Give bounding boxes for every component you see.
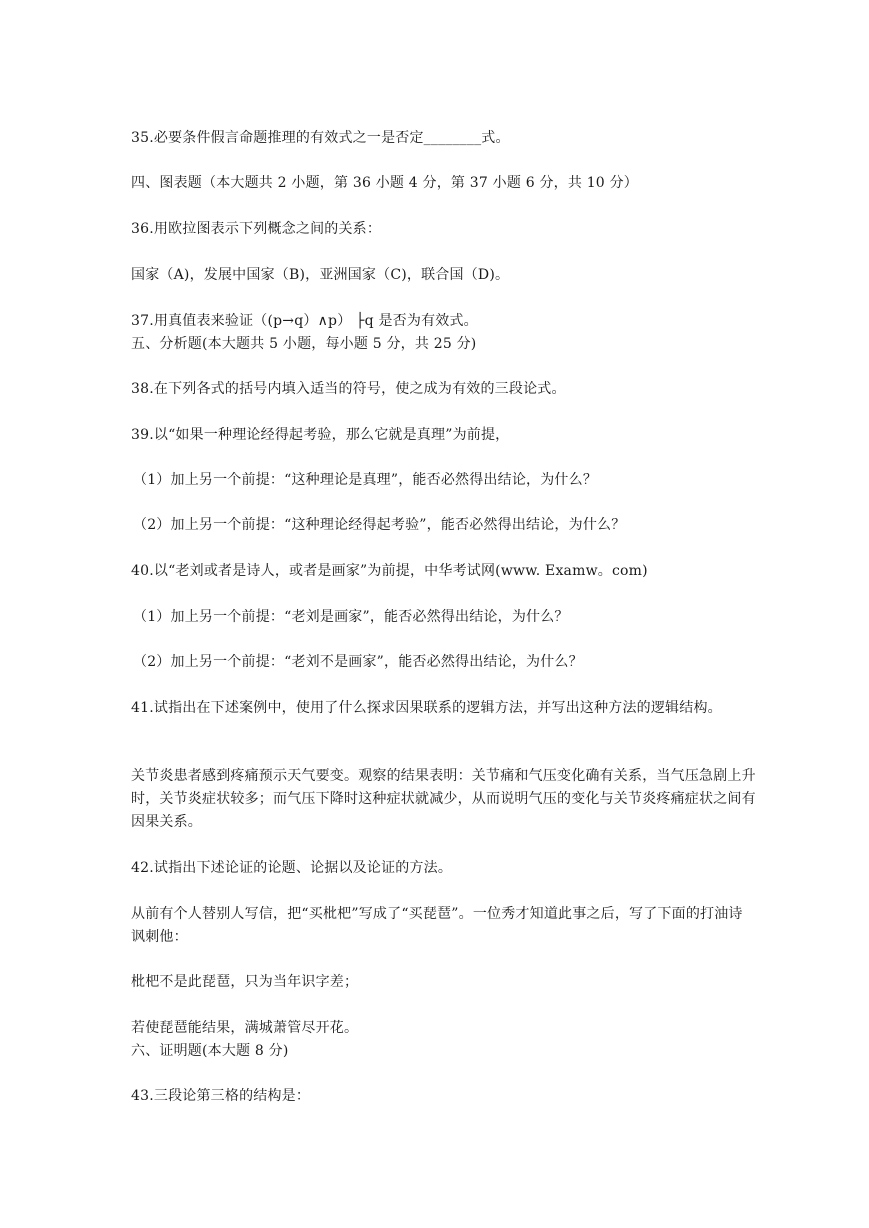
question-36-items: 国家（A)，发展中国家（B)，亚洲国家（C)，联合国（D)。: [131, 267, 510, 283]
poem-line-1: 枇杷不是此琵琶，只为当年识字差；: [131, 974, 359, 990]
section-5-heading: 五、分析题(本大题共 5 小题，每小题 5 分，共 25 分): [131, 336, 477, 352]
question-40: 40.以“老刘或者是诗人，或者是画家”为前提，中华考试网(www. Examw。com): [131, 563, 648, 579]
question-39-part-1: （1）加上另一个前提：“这种理论是真理”，能否必然得出结论，为什么？: [133, 472, 598, 488]
question-40-part-2: （2）加上另一个前提：“老刘不是画家”，能否必然得出结论，为什么？: [133, 654, 583, 670]
question-38: 38.在下列各式的括号内填入适当的符号，使之成为有效的三段论式。: [131, 381, 566, 397]
poem-line-2: 若使琵琶能结果，满城萧管尽开花。: [131, 1020, 359, 1036]
question-35: 35.必要条件假言命题推理的有效式之一是否定________式。: [131, 130, 510, 146]
question-36: 36.用欧拉图表示下列概念之间的关系：: [131, 221, 382, 237]
question-43: 43.三段论第三格的结构是：: [131, 1088, 311, 1104]
question-39-part-2: （2）加上另一个前提：“这种理论经得起考验”，能否必然得出结论，为什么？: [133, 517, 626, 533]
question-40-part-1: （1）加上另一个前提：“老刘是画家”，能否必然得出结论，为什么？: [133, 609, 569, 625]
question-37: 37.用真值表来验证（(p→q）∧p） ├q 是否为有效式。: [131, 313, 478, 329]
section-4-heading: 四、图表题（本大题共 2 小题，第 36 小题 4 分，第 37 小题 6 分，共 10 分）: [131, 175, 638, 191]
question-42-story: 从前有个人替别人写信，把“买枇杷”写成了“买琵琶”。一位秀才知道此事之后，写了下面的打油诗讽刺他：: [131, 906, 743, 945]
section-6-heading: 六、证明题(本大题 8 分): [131, 1043, 289, 1059]
question-41: 41.试指出在下述案例中，使用了什么探求因果联系的逻辑方法，并写出这种方法的逻辑结构。: [131, 700, 722, 716]
question-39: 39.以“如果一种理论经得起考验，那么它就是真理”为前提，: [131, 427, 510, 443]
question-41-case: 关节炎患者感到疼痛预示天气要变。观察的结果表明：关节痛和气压变化确有关系，当气压急剧上升时，关节炎症状较多；而气压下降时这种症状就减少，从而说明气压的变化与关节炎疼痛症状之间有因果关系。: [131, 768, 756, 830]
question-42: 42.试指出下述论证的论题、论据以及论证的方法。: [131, 860, 453, 876]
